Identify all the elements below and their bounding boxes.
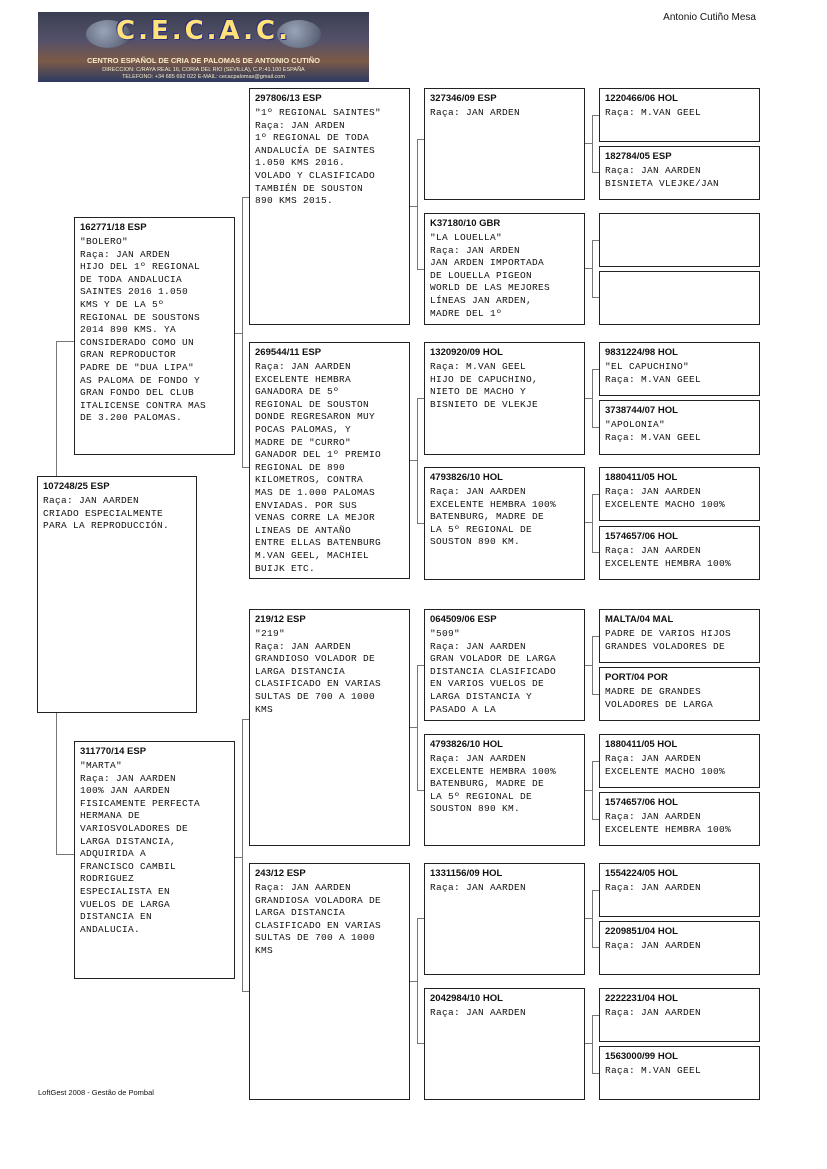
pigeon-description: Raça: JAN AARDEN BISNIETA VLEJKE/JAN [605,165,720,189]
logo-line-2: DIRECCION: C/RAYA REAL 16, CORIA DEL RIO (SEVILLA), C.P.:41.100 ESPAÑA [102,67,305,73]
connector-line [592,1015,599,1016]
pigeon-description: Raça: JAN AARDEN EXCELENTE HEMBRA 100% [605,811,732,835]
connector-line [417,790,424,791]
ring-number: 1220466/06 HOL [605,93,678,104]
pigeon-card-sddd[interactable] [599,526,760,580]
pigeon-card-main[interactable] [37,476,197,713]
pigeon-description: "EL CAPUCHINO" Raça: M.VAN GEEL [605,361,702,385]
ring-number: PORT/04 POR [605,672,668,683]
connector-line [56,712,57,854]
ring-number: MALTA/04 MAL [605,614,674,625]
ring-number: 107248/25 ESP [43,481,110,492]
connector-line [417,139,418,269]
pigeon-description: Raça: JAN AARDEN EXCELENTE HEMBRA 100% BATENBURG, MADRE DE LA 5º REGIONAL DE SOUSTON 890 KM. [430,753,557,815]
pigeon-card-sds[interactable] [424,342,585,455]
connector-line [584,143,592,144]
footer-credit: LoftGest 2008 - Gestão de Pombal [38,1088,154,1097]
pigeon-card-dds[interactable] [424,863,585,975]
pigeon-card-dam[interactable] [74,741,235,979]
pigeon-card-sire[interactable] [74,217,235,455]
connector-line [417,269,424,270]
connector-line [56,341,74,342]
pigeon-description: "BOLERO" Raça: JAN ARDEN HIJO DEL 1º REGIONAL DE TODA ANDALUCIA SAINTES 2016 1.050 KMS Y DE LA 5º REGIONAL DE SOUSTONS 2014 890 KMS. YA CONSIDERADO COMO UN GRAN REPRODUCTOR PADRE DE "DUA LIPA" AS PALOMA DE FONDO Y GRAN FONDO DEL CLUB ITALICENSE CONTRA MAS DE 3.200 PALOMAS. [80,236,207,424]
ring-number: 4793826/10 HOL [430,739,503,750]
connector-line [417,1043,424,1044]
pigeon-description: Raça: JAN AARDEN [605,940,702,951]
pigeon-card-sire-dam[interactable] [249,342,410,579]
connector-line [592,761,593,819]
ring-number: 311770/14 ESP [80,746,147,757]
pigeon-description: Raça: JAN AARDEN EXCELENTE HEMBRA 100% [605,545,732,569]
pigeon-description: PADRE DE VARIOS HIJOS GRANDES VOLADORES DE [605,628,732,652]
pigeon-card-dsdd[interactable] [599,792,760,846]
pigeon-description: Raça: JAN ARDEN [430,107,521,118]
connector-line [417,918,418,1043]
pigeon-card-sdd[interactable] [424,467,585,580]
pigeon-card-dsd[interactable] [424,734,585,846]
pigeon-card-ssss[interactable] [599,88,760,142]
connector-line [417,665,418,790]
logo-line-3: TELEFONO: +34 685 692 022 E-MAIL: cecacpalomas@gmail.com [122,74,285,80]
ring-number: 1563000/99 HOL [605,1051,678,1062]
connector-line [409,981,417,982]
connector-line [584,918,592,919]
connector-line [234,333,242,334]
pigeon-description: Raça: JAN AARDEN EXCELENTE HEMBRA 100% BATENBURG, MADRE DE LA 5º REGIONAL DE SOUSTON 890 KM. [430,486,557,548]
pigeon-description: Raça: M.VAN GEEL HIJO DE CAPUCHINO, NIETO DE MACHO Y BISNIETO DE VLEKJE [430,361,539,410]
ring-number: 269544/11 ESP [255,347,322,358]
ring-number: 2042984/10 HOL [430,993,503,1004]
pigeon-description: Raça: JAN AARDEN CRIADO ESPECIALMENTE PARA LA REPRODUCCIÓN. [43,495,170,532]
pigeon-card-dddd[interactable] [599,1046,760,1100]
ring-number: 9831224/98 HOL [605,347,678,358]
connector-line [584,522,592,523]
connector-line [584,665,592,666]
connector-line [592,115,593,172]
pigeon-card-ssd[interactable] [424,213,585,325]
connector-line [242,991,249,992]
connector-line [56,341,57,476]
pigeon-card-sire-sire[interactable] [249,88,410,325]
connector-line [592,761,599,762]
ring-number: K37180/10 GBR [430,218,501,229]
connector-line [592,819,599,820]
connector-line [584,398,592,399]
pigeon-description: Raça: JAN AARDEN GRANDIOSA VOLADORA DE LARGA DISTANCIA CLASIFICADO EN VARIAS SULTAS DE 700 A 1000 KMS [255,882,382,956]
ring-number: 297806/13 ESP [255,93,322,104]
pigeon-description: "MARTA" Raça: JAN AARDEN 100% JAN AARDEN FISICAMENTE PERFECTA HERMANA DE VARIOSVOLADORES DE LARGA DISTANCIA, ADQUIRIDA A FRANCISCO CAMBIL RODRIGUEZ ESPECIALISTA EN VUELOS DE LARGA DISTANCIA EN ANDALUCIA. [80,760,201,935]
pigeon-description: MADRE DE GRANDES VOLADORES DE LARGA [605,686,714,710]
pigeon-card-sdss[interactable] [599,342,760,396]
pigeon-description: Raça: M.VAN GEEL [605,107,702,118]
ring-number: 064509/06 ESP [430,614,497,625]
pigeon-card-sdds[interactable] [599,467,760,521]
pigeon-card-ddss[interactable] [599,863,760,917]
connector-line [592,636,599,637]
connector-line [234,857,242,858]
pigeon-card-dam-sire[interactable] [249,609,410,846]
connector-line [592,947,599,948]
connector-line [56,854,74,855]
connector-line [592,172,599,173]
connector-line [584,1043,592,1044]
pigeon-card-dssd[interactable] [599,667,760,721]
connector-line [417,523,424,524]
connector-line [592,552,599,553]
connector-line [242,197,249,198]
connector-line [584,268,592,269]
pigeon-card-sdsd[interactable] [599,400,760,455]
connector-line [592,369,593,427]
pigeon-description: Raça: JAN AARDEN EXCELENTE HEMBRA GANADORA DE 5º REGIONAL DE SOUSTON DONDE REGRESARON MUY POCAS PALOMAS, Y MADRE DE "CURRO" GANADOR DEL 1º PREMIO REGIONAL DE 890 KILOMETROS, CONTRA MAS DE 1.000 PALOMAS ENVIADAS. POR SUS VENAS CORRE LA MEJOR LINEAS DE ANTAÑO ENTRE ELLAS BATENBURG M.VAN GEEL, MACHIEL BUIJK ETC. [255,361,382,574]
ring-number: 162771/18 ESP [80,222,147,233]
pigeon-description: Raça: JAN AARDEN [605,1007,702,1018]
pigeon-card-ddsd[interactable] [599,921,760,975]
connector-line [592,494,593,552]
connector-line [592,240,593,297]
connector-line [409,460,417,461]
pigeon-description: Raça: JAN AARDEN [430,882,527,893]
logo-title: C.E.C.A.C. [116,16,291,46]
connector-line [592,890,599,891]
ring-number: 327346/09 ESP [430,93,497,104]
ring-number: 4793826/10 HOL [430,472,503,483]
connector-line [592,427,599,428]
connector-line [592,115,599,116]
pigeon-description: "509" Raça: JAN AARDEN GRAN VOLADOR DE LARGA DISTANCIA CLASIFICADO EN VARIOS VUELOS DE LARGA DISTANCIA Y PASADO A LA [430,628,557,715]
pigeon-description: Raça: JAN AARDEN [430,1007,527,1018]
connector-line [592,369,599,370]
pigeon-card-ssds[interactable] [599,213,760,267]
ring-number: 243/12 ESP [255,868,306,879]
connector-line [242,719,243,991]
ring-number: 1331156/09 HOL [430,868,503,879]
pigeon-description: Raça: JAN AARDEN EXCELENTE MACHO 100% [605,753,726,777]
logo-line-1: CENTRO ESPAÑOL DE CRIA DE PALOMAS DE ANTONIO CUTIÑO [86,56,321,65]
pigeon-card-sssd[interactable] [599,146,760,200]
pigeon-description: Raça: M.VAN GEEL [605,1065,702,1076]
connector-line [592,297,599,298]
connector-line [592,240,599,241]
pigeon-card-ssdd[interactable] [599,271,760,325]
pigeon-description: "1º REGIONAL SAINTES" Raça: JAN ARDEN 1º REGIONAL DE TODA ANDALUCÍA DE SAINTES 1.050 KMS 2016. VOLADO Y CLASIFICADO TAMBIÉN DE SOUSTON 890 KMS 2015. [255,107,382,207]
ring-number: 1880411/05 HOL [605,739,678,750]
pigeon-description: "219" Raça: JAN AARDEN GRANDIOSO VOLADOR DE LARGA DISTANCIA CLASIFICADO EN VARIAS SULTAS DE 700 A 1000 KMS [255,628,382,715]
ring-number: 1574657/06 HOL [605,797,678,808]
connector-line [592,1015,593,1073]
pigeon-card-dss[interactable] [424,609,585,721]
connector-line [409,727,417,728]
ring-number: 1320920/09 HOL [430,347,503,358]
connector-line [417,139,424,140]
connector-line [242,197,243,467]
ring-number: 219/12 ESP [255,614,306,625]
connector-line [242,467,249,468]
connector-line [592,494,599,495]
ring-number: 1880411/05 HOL [605,472,678,483]
pigeon-card-ddds[interactable] [599,988,760,1042]
connector-line [417,918,424,919]
pigeon-card-dam-dam[interactable] [249,863,410,1100]
ring-number: 182784/05 ESP [605,151,672,162]
connector-line [592,1073,599,1074]
connector-line [242,719,249,720]
ring-number: 2222231/04 HOL [605,993,678,1004]
connector-line [592,694,599,695]
ring-number: 2209851/04 HOL [605,926,678,937]
pigeon-description: "APOLONIA" Raça: M.VAN GEEL [605,419,702,443]
pigeon-card-sss[interactable] [424,88,585,200]
pigeon-description: Raça: JAN AARDEN [605,882,702,893]
pigeon-description: Raça: JAN AARDEN EXCELENTE MACHO 100% [605,486,726,510]
connector-line [417,665,424,666]
connector-line [592,890,593,947]
ring-number: 1574657/06 HOL [605,531,678,542]
connector-line [417,398,418,523]
connector-line [584,790,592,791]
owner-name: Antonio Cutiño Mesa [663,12,756,23]
pigeon-card-dsds[interactable] [599,734,760,788]
connector-line [417,398,424,399]
pigeon-card-dsss[interactable] [599,609,760,663]
connector-line [409,206,417,207]
connector-line [592,636,593,694]
ring-number: 1554224/05 HOL [605,868,678,879]
pigeon-description: "LA LOUELLA" Raça: JAN ARDEN JAN ARDEN IMPORTADA DE LOUELLA PIGEON WORLD DE LAS MEJORES LÍNEAS JAN ARDEN, MADRE DEL 1º [430,232,551,319]
cecac-logo [38,12,369,82]
pigeon-card-ddd[interactable] [424,988,585,1100]
ring-number: 3738744/07 HOL [605,405,678,416]
